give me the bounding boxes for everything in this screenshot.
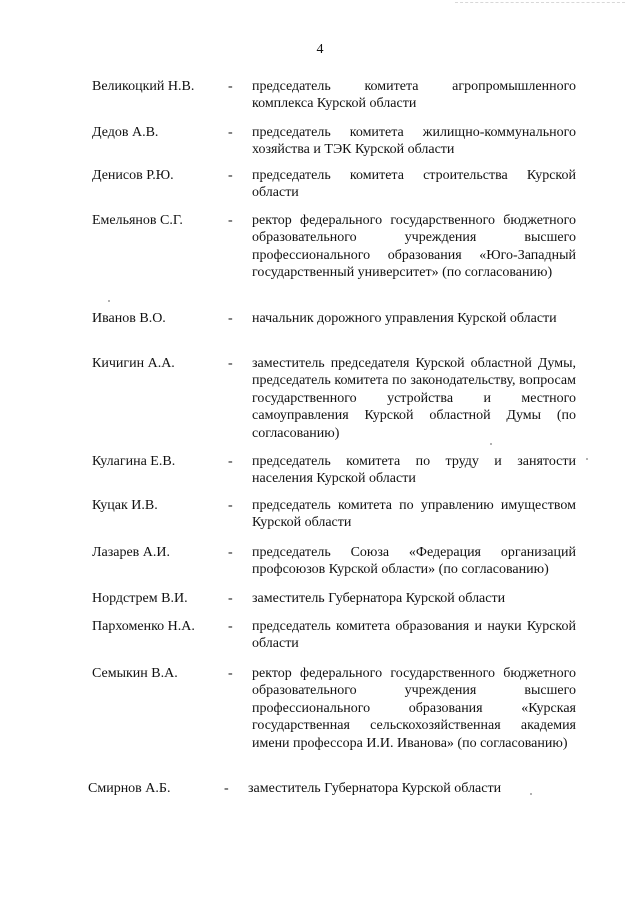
dash-separator: - (228, 79, 233, 94)
member-name: Дедов А.В. (92, 125, 159, 140)
scan-artifact (455, 2, 625, 9)
member-position: председатель комитета по труду и занятости населения Курской области (252, 454, 576, 487)
scan-speck (490, 443, 492, 445)
member-position: председатель комитета по управлению имуществом Курской области (252, 498, 576, 531)
dash-separator: - (228, 591, 233, 606)
dash-separator: - (228, 545, 233, 560)
page-number: 4 (316, 42, 324, 57)
dash-separator: - (228, 498, 233, 513)
member-name: Нордстрем В.И. (92, 591, 188, 606)
member-name: Семыкин В.А. (92, 666, 178, 681)
scan-speck (530, 793, 532, 795)
member-position: председатель комитета агропромышленного комплекса Курской области (252, 79, 576, 112)
dash-separator: - (228, 666, 233, 681)
member-name: Денисов Р.Ю. (92, 168, 174, 183)
member-name: Куцак И.В. (92, 498, 158, 513)
member-position: заместитель Губернатора Курской области (248, 781, 502, 796)
member-position: председатель комитета образования и науки Курской области (252, 619, 576, 652)
member-name: Кичигин А.А. (92, 356, 175, 371)
scan-speck (108, 300, 110, 302)
member-name: Лазарев А.И. (92, 545, 170, 560)
dash-separator: - (228, 619, 233, 634)
member-name: Пархоменко Н.А. (92, 619, 195, 634)
member-position: начальник дорожного управления Курской области (252, 311, 557, 326)
dash-separator: - (228, 454, 233, 469)
member-name: Кулагина Е.В. (92, 454, 176, 469)
member-position: ректор федерального государственного бюджетного образовательного учреждения высшего профессионального образования «Курская государственная сельскохозяйственная академия имени профессора И.И. Иванова» (по согласованию) (252, 666, 576, 751)
member-position: председатель комитета жилищно-коммунального хозяйства и ТЭК Курской области (252, 125, 576, 158)
scan-speck (586, 458, 588, 460)
member-name: Иванов В.О. (92, 311, 166, 326)
member-name: Смирнов А.Б. (88, 781, 171, 796)
dash-separator: - (224, 781, 229, 796)
member-name: Великоцкий Н.В. (92, 79, 195, 94)
dash-separator: - (228, 125, 233, 140)
member-position: заместитель председателя Курской областной Думы, председатель комитета по законодательству, вопросам государственного устройства и местного самоуправления Курской областной Думы (по согласованию) (252, 356, 576, 441)
member-position: председатель Союза «Федерация организаций профсоюзов Курской области» (по согласованию) (252, 545, 576, 578)
dash-separator: - (228, 356, 233, 371)
dash-separator: - (228, 311, 233, 326)
member-position: заместитель Губернатора Курской области (252, 591, 506, 606)
member-name: Емельянов С.Г. (92, 213, 183, 228)
member-position: председатель комитета строительства Курской области (252, 168, 576, 201)
member-position: ректор федерального государственного бюджетного образовательного учреждения высшего профессионального образования «Юго-Западный государственный университет» (по согласованию) (252, 213, 576, 281)
dash-separator: - (228, 213, 233, 228)
dash-separator: - (228, 168, 233, 183)
